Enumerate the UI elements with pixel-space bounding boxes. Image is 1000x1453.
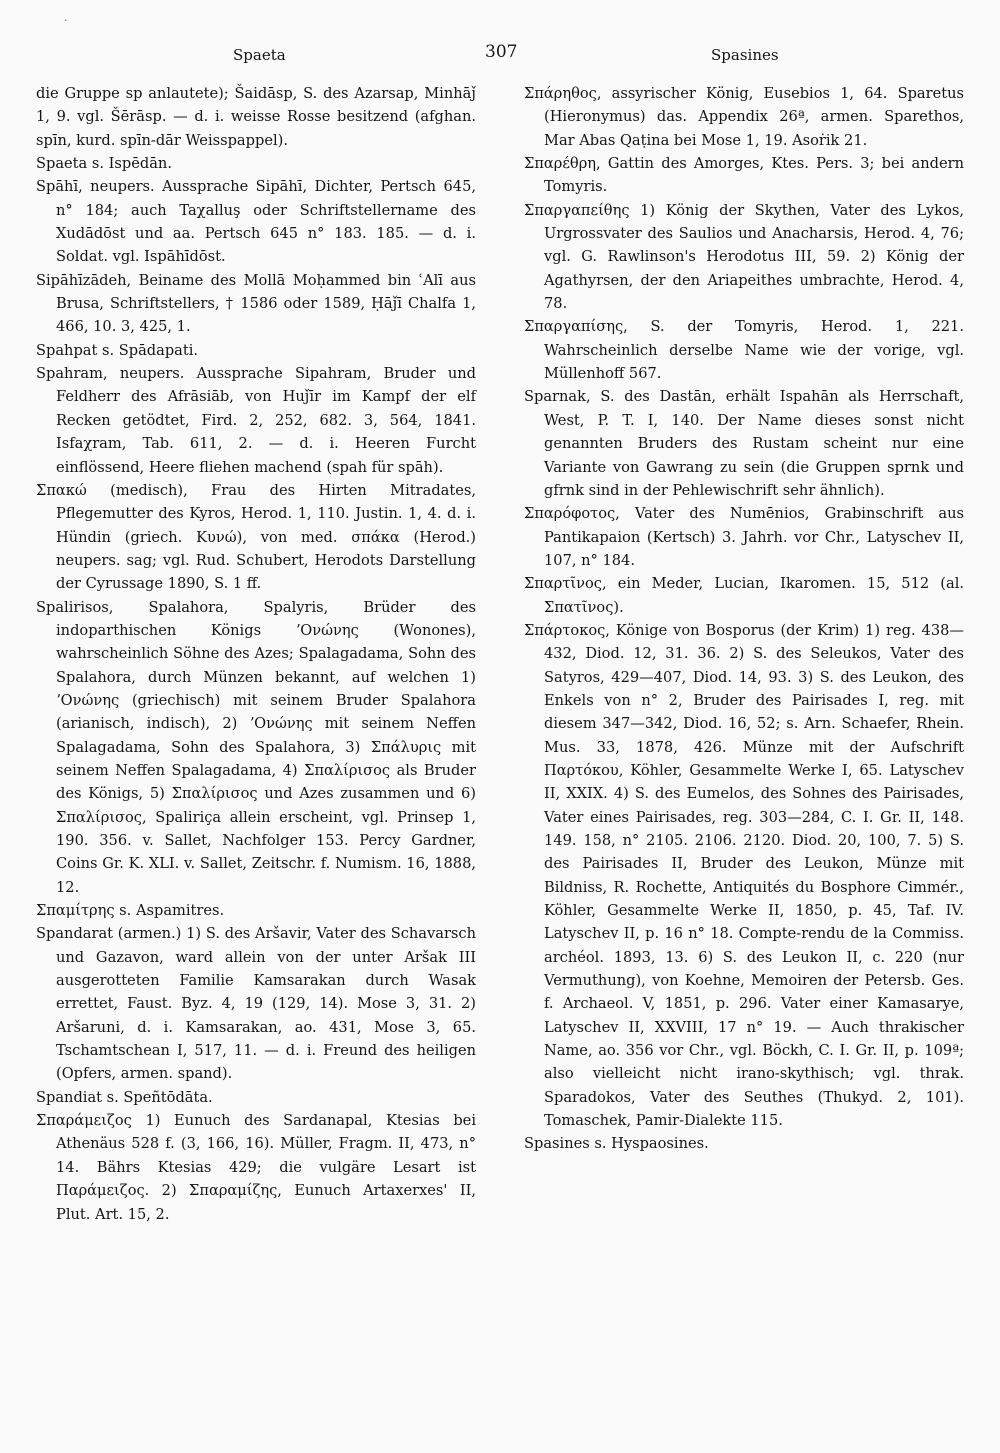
corner-mark: · <box>64 14 68 27</box>
running-header <box>0 42 1000 68</box>
dictionary-entry: Spahram, neupers. Aussprache Sipahram, Bruder und Feldherr des Afrāsiāb, von Huǰīr im Kampf der elf Recken getödtet, Fird. 2, 252, 682. 3, 564, 1841. Isfaχram, Tab. 611, 2. — d. i. Heeren Furcht einflössend, Heere fliehen machend (spah für spāh). <box>36 365 476 476</box>
dictionary-entry: Σπαρόφοτος, Vater des Numēnios, Grabinschrift aus Pantikapaion (Kertsch) 3. Jahrh. vor Chr., Latyschev II, 107, n° 184. <box>524 505 964 569</box>
dictionary-entry: Spāhī, neupers. Aussprache Sipāhī, Dichter, Pertsch 645, n° 184; auch Taχalluş oder Schriftstellername des Xudādōst und aa. Pertsch 645 n° 183. 185. — d. i. Soldat. vgl. Ispāhīdōst. <box>36 178 476 266</box>
dictionary-entry: Σπαργαπείθης 1) König der Skythen, Vater des Lykos, Urgrossvater des Saulios und Anacharsis, Herod. 4, 76; vgl. G. Rawlinson's Herodotus III, 59. 2) König der Agathyrsen, der den Ariapeithes umbrachte, Herod. 4, 78. <box>524 201 964 313</box>
dictionary-entry: die Gruppe sp anlautete); Šaidāsp, S. des Azarsap, Minhāǰ 1, 9. vgl. Šērāsp. — d. i. weisse Rosse besitzend (afghan. spīn, kurd. spīn-dār Weisspappel). <box>36 85 476 149</box>
right-column <box>524 82 964 1156</box>
dictionary-entry: Σπακώ (medisch), Frau des Hirten Mitradates, Pflegemutter des Kyros, Herod. 1, 110. Justin. 1, 4. d. i. Hündin (griech. Κυνώ), von med. σπάκα (Herod.) neupers. sag; vgl. Rud. Schubert, Herodots Darstellung der Cyrussage 1890, S. 1 ff. <box>36 481 476 593</box>
dictionary-entry: Σπάρηθος, assyrischer König, Eusebios 1, 64. Sparetus (Hieronymus) das. Appendix 26ª, armen. Sparethos, Mar Abas Qaṭina bei Mose 1, 19. Asoṙik 21. <box>524 85 964 149</box>
dictionary-entry: Spandarat (armen.) 1) S. des Aršavir, Vater des Schavarsch und Gazavon, ward allein von der unter Aršak III ausgerotteten Familie Kamsarakan durch Wasak errettet, Faust. Byz. 4, 19 (129, 14). Mose 3, 31. 2) Aršaruni, d. i. Kamsarakan, ao. 431, Mose 3, 65. Tschamtschean I, 517, 11. — d. i. Freund des heiligen (Opfers, armen. spand). <box>36 925 476 1083</box>
header-right-keyword: Spasines <box>711 46 779 64</box>
dictionary-entry: Sipāhīzādeh, Beiname des Mollā Moḥammed bin ʿAlī aus Brusa, Schriftstellers, † 1586 oder 1589, Ḥāǰī Chalfa 1, 466, 10. 3, 425, 1. <box>36 271 476 336</box>
dictionary-entry: Σπαμίτρης s. Aspamitres. <box>36 902 225 920</box>
dictionary-entry: Spasines s. Hyspaosines. <box>524 1135 709 1153</box>
dictionary-entry: Σπαργαπίσης, S. der Tomyris, Herod. 1, 221. Wahrscheinlich derselbe Name wie der vorige, vgl. Müllenhoff 567. <box>524 318 964 383</box>
dictionary-entry: Spalirisos, Spalahora, Spalyris, Brüder des indoparthischen Königs ʼΟνώνης (Wonones), wahrscheinlich Söhne des Azes; Spalagadama, Sohn des Spalahora, durch Münzen bekannt, auf welchen 1) ʼΟνώνης (griechisch) mit seinem Bruder Spalahora (arianisch, indisch), 2) ʼΟνώνης mit seinem Neffen Spalagadama, Sohn des Spalahora, 3) Σπάλυρις mit seinem Neffen Spalagadama, 4) Σπαλίρισος als Bruder des Königs, 5) Σπαλίρισος und Azes zusammen und 6) Σπαλίρισος, Spaliriça allein erscheint, vgl. Prinsep 1, 190. 356. v. Sallet, Nachfolger 153. Percy Gardner, Coins Gr. K. XLI. v. Sallet, Zeitschr. f. Numism. 16, 1888, 12. <box>36 598 476 896</box>
dictionary-entry: Σπάρτοκος, Könige von Bosporus (der Krim) 1) reg. 438—432, Diod. 12, 31. 36. 2) S. des Seleukos, Vater des Satyros, 429—407, Diod. 14, 93. 3) S. des Leukon, des Enkels von n° 2, Bruder des Pairisades I, reg. mit diesem 347—342, Diod. 16, 52; s. Arn. Schaefer, Rhein. Mus. 33, 1878, 426. Münze mit der Aufschrift Παρτόκου, Köhler, Gesammelte Werke I, 65. Latyschev II, XXIX. 4) S. des Eumelos, des Sohnes des Pairisades, Vater eines Pairisades, reg. 303—284, C. I. Gr. II, 148. 149. 158, n° 2105. 2106. 2120. Diod. 20, 100, 7. 5) S. des Pairisades II, Bruder des Leukon, Münze mit Bildniss, R. Rochette, Antiquités du Bosphore Cimmér., Köhler, Gesammelte Werke II, 1850, p. 45, Taf. IV. Latyschev II, p. 16 n° 18. Compte-rendu de la Commiss. archéol. 1893, 13. 6) S. des Leukon II, c. 220 (nur Vermuthung), von Koehne, Memoiren der Petersb. Ges. f. Archaeol. V, 1851, p. 296. Vater einer Kamasarye, Latyschev II, XXVIII, 17 n° 19. — Auch thrakischer Name, ao. 356 vor Chr., vgl. Böckh, C. I. Gr. II, p. 109ª; also vielleicht nicht irano-skythisch; vgl. thrak. Sparadokos, Vater des Seuthes (Thukyd. 2, 101). Tomaschek, Pamir-Dialekte 115. <box>524 621 964 1130</box>
dictionary-entry: Sparnak, S. des Dastān, erhält Ispahān als Herrschaft, West, P. T. I, 140. Der Name dieses sonst nicht genannten Bruders des Rustam scheint nur eine Variante von Gawrang zu sein (die Gruppen sprnk und gfrnk sind in der Pehlewischrift sehr ähnlich). <box>524 388 964 499</box>
dictionary-entry: Σπαρέθρη, Gattin des Amorges, Ktes. Pers. 3; bei andern Tomyris. <box>524 155 964 196</box>
dictionary-entry: Spandiat s. Speñtōdāta. <box>36 1088 213 1106</box>
dictionary-entry: Spahpat s. Spādapati. <box>36 341 199 359</box>
page-number: 307 <box>485 42 518 62</box>
left-column <box>36 82 476 1226</box>
dictionary-entry: Σπαρτῖνος, ein Meder, Lucian, Ikaromen. 15, 512 (al. Σπατῖνος). <box>524 575 964 616</box>
header-left-keyword: Spaeta <box>233 46 286 64</box>
dictionary-entry: Spaeta s. Ispēdān. <box>36 155 172 173</box>
dictionary-entry: Σπαράμειζος 1) Eunuch des Sardanapal, Ktesias bei Athenäus 528 f. (3, 166, 16). Müller, Fragm. II, 473, n° 14. Bährs Ktesias 429; die vulgäre Lesart ist Παράμειζος. 2) Σπαραμίζης, Eunuch Artaxerxes' II, Plut. Art. 15, 2. <box>36 1112 476 1223</box>
